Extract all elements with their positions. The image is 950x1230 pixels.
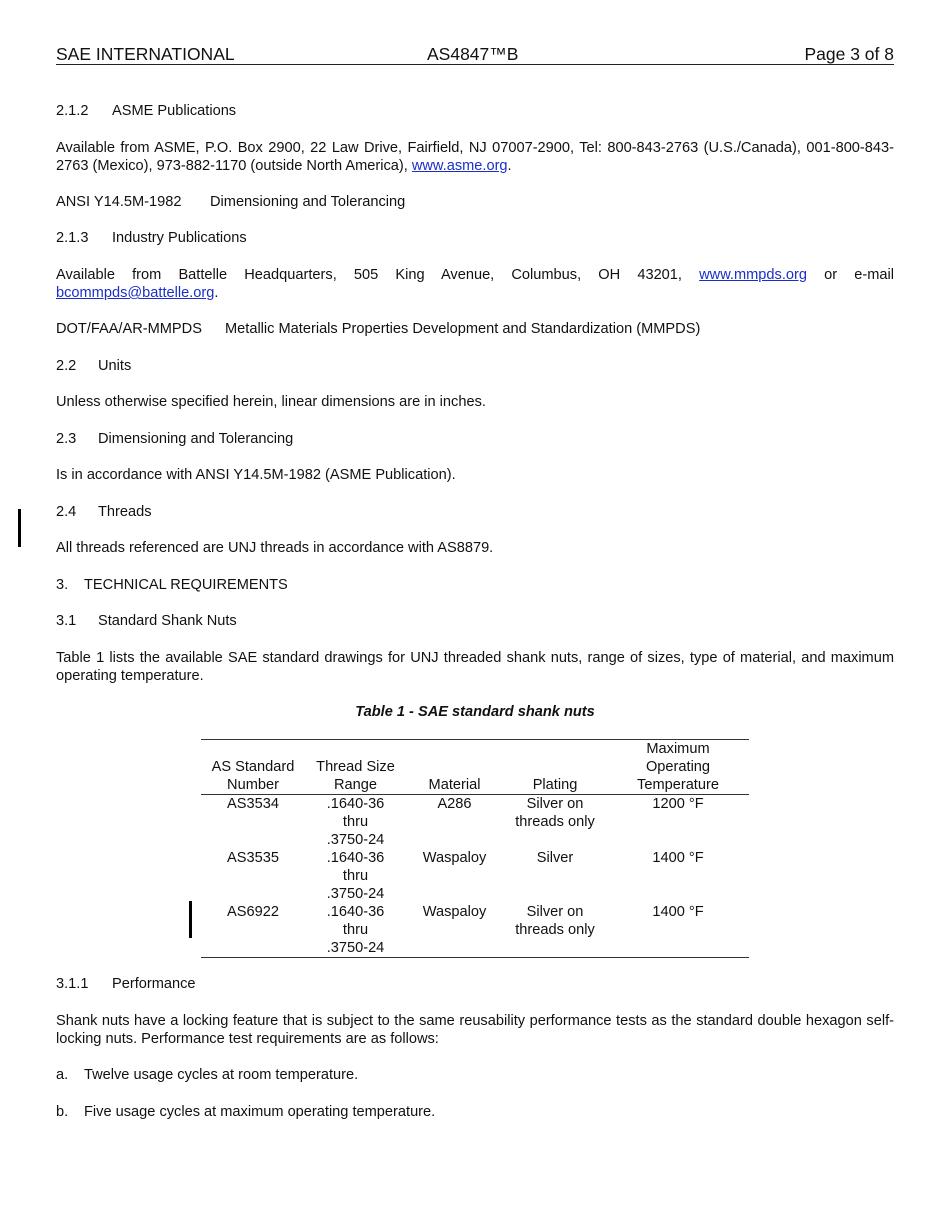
cell-thread-range: .1640-36 thru .3750-24 <box>305 903 406 958</box>
section-3-1-1-heading: 3.1.1 Performance <box>56 976 196 992</box>
ansi-reference: ANSI Y14.5M-1982 Dimensioning and Tolerancing <box>56 194 406 210</box>
cell-plating: Silver on threads only <box>503 903 607 958</box>
cell-number: AS3534 <box>227 796 279 812</box>
header-org: SAE INTERNATIONAL <box>56 44 235 64</box>
dimensioning-paragraph: Is in accordance with ANSI Y14.5M-1982 (ASME Publication). <box>56 467 456 483</box>
cell-plating: Silver on threads only <box>515 796 595 830</box>
threads-paragraph: All threads referenced are UNJ threads in accordance with AS8879. <box>56 540 494 556</box>
cell-thread-range: .1640-36 thru .3750-24 <box>326 850 385 902</box>
section-2-2-heading: 2.2 Units <box>56 358 132 374</box>
cell-temperature: 1400 °F <box>607 903 749 958</box>
cell-material: Waspaloy <box>406 903 503 958</box>
performance-paragraph: Shank nuts have a locking feature that is subject to the same reusability performance tests as the standard double hexagon self-locking nuts. Performance test requirements are as follows: <box>56 1013 894 1047</box>
mmpds-link[interactable]: www.mmpds.org <box>699 267 807 283</box>
battelle-availability-paragraph: Available from Battelle Headquarters, 505 King Avenue, Columbus, OH 43201, www.mmpds.org or e-mail bcommpds@battelle.org. <box>56 267 894 301</box>
col-header-plating: Plating <box>503 740 607 795</box>
cell-temperature: 1400 °F <box>652 850 704 866</box>
section-2-3-heading: 2.3 Dimensioning and Tolerancing <box>56 431 294 447</box>
section-2-4-heading: 2.4 Threads <box>56 504 152 520</box>
change-bar <box>189 901 192 938</box>
battelle-email-link[interactable]: bcommpds@battelle.org <box>56 285 215 301</box>
col-header-material: Material <box>406 740 503 795</box>
mmpds-reference: DOT/FAA/AR-MMPDS Metallic Materials Properties Development and Standardization (MMPDS) <box>56 321 701 337</box>
list-item: a. Twelve usage cycles at room temperature. <box>56 1067 359 1083</box>
list-item: b. Five usage cycles at maximum operating temperature. <box>56 1104 436 1120</box>
cell-material: Waspaloy <box>422 850 487 866</box>
col-header-temperature: Maximum Operating Temperature <box>607 740 749 795</box>
cell-number: AS6922 <box>201 903 305 958</box>
section-2-1-2-heading: 2.1.2 ASME Publications <box>56 103 237 119</box>
table-row <box>201 795 749 850</box>
section-2-1-3-heading: 2.1.3 Industry Publications <box>56 230 247 246</box>
header-page-number: Page 3 of 8 <box>804 44 894 64</box>
asme-availability-paragraph: Available from ASME, P.O. Box 2900, 22 Law Drive, Fairfield, NJ 07007-2900, Tel: 800-843-2763 (U.S./Canada), 001-800-843-2763 (Mexico), 973-882-1170 (outside North America), www.asme.org. <box>56 140 894 174</box>
cell-temperature: 1200 °F <box>652 796 704 812</box>
col-header-number: AS Standard Number <box>201 740 305 795</box>
table-intro-paragraph: Table 1 lists the available SAE standard drawings for UNJ threaded shank nuts, range of sizes, type of material, and maximum operating temperature. <box>56 650 894 684</box>
cell-number: AS3535 <box>227 850 279 866</box>
table-caption: Table 1 - SAE standard shank nuts <box>355 704 595 720</box>
cell-thread-range: .1640-36 thru .3750-24 <box>326 796 385 848</box>
table-row <box>201 849 749 903</box>
cell-material: A286 <box>437 796 472 812</box>
table-header-row <box>201 740 749 795</box>
col-header-thread-size: Thread Size Range <box>305 740 406 795</box>
units-paragraph: Unless otherwise specified herein, linear dimensions are in inches. <box>56 394 486 410</box>
section-3-heading: 3. TECHNICAL REQUIREMENTS <box>56 577 288 593</box>
page-header <box>56 44 894 65</box>
section-3-1-heading: 3.1 Standard Shank Nuts <box>56 613 237 629</box>
shank-nuts-table <box>201 739 749 958</box>
change-bar <box>18 509 21 547</box>
header-doc-id: AS4847™B <box>427 44 519 64</box>
cell-plating: Silver <box>536 850 574 866</box>
table-row <box>201 903 749 958</box>
asme-link[interactable]: www.asme.org <box>411 158 508 174</box>
